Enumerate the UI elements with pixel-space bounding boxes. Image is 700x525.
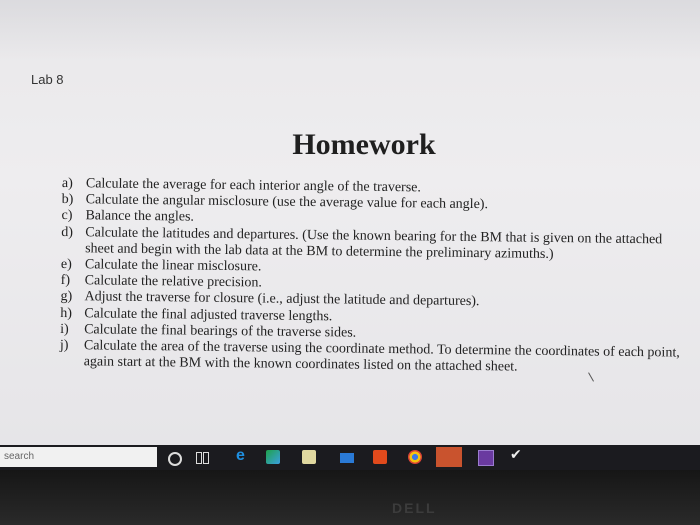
item-letter: b) <box>61 192 74 208</box>
office-app-icon[interactable] <box>373 450 387 464</box>
list-item <box>60 338 680 378</box>
monitor-bezel <box>0 470 700 525</box>
item-text: Balance the angles. <box>85 208 195 226</box>
item-letter: e) <box>60 257 72 273</box>
item-text: Calculate the relative precision. <box>84 273 263 291</box>
screen-glare <box>0 0 700 60</box>
cortana-icon[interactable] <box>168 452 182 466</box>
item-letter: a) <box>61 176 73 192</box>
item-letter: g) <box>60 289 73 305</box>
search-placeholder: search <box>4 451 35 462</box>
homework-list <box>60 176 682 378</box>
store-app-icon[interactable] <box>302 450 316 464</box>
item-text: Calculate the final bearings of the traverse sides. <box>84 322 357 341</box>
item-text: Calculate the area of the traverse using the coordinate method. To determine the coordinates of each point, again start at the BM with the known coordinates listed on the attached sheet. <box>83 338 680 375</box>
item-text: Adjust the traverse for closure (i.e., adjust the latitude and departures). <box>84 289 480 310</box>
item-letter: i) <box>60 321 69 337</box>
item-letter: d) <box>61 224 74 240</box>
search-input[interactable] <box>0 447 157 467</box>
mail-app-icon[interactable] <box>340 453 354 463</box>
edge-browser-icon[interactable]: e <box>236 447 245 464</box>
item-text: Calculate the angular misclosure (use the average value for each angle). <box>85 192 489 213</box>
page-title: Homework <box>292 128 436 161</box>
item-letter: f) <box>60 273 71 289</box>
purple-app-icon[interactable] <box>478 450 494 466</box>
item-text: Calculate the latitudes and departures. (Use the known bearing for the BM that is given on the attached sheet and begin with the lab data at the BM to determine the preliminary azimuths.) <box>85 224 663 262</box>
item-text: Calculate the final adjusted traverse lengths. <box>84 305 333 324</box>
chrome-browser-icon[interactable] <box>408 450 422 464</box>
item-text: Calculate the linear misclosure. <box>84 257 262 275</box>
photos-app-icon[interactable] <box>266 450 280 464</box>
item-text: Calculate the average for each interior angle of the traverse. <box>85 176 422 196</box>
taskbar <box>0 445 700 470</box>
item-letter: j) <box>59 338 69 354</box>
lab-label: Lab 8 <box>31 72 64 87</box>
monitor-brand-logo: DELL <box>392 500 437 516</box>
item-letter: h) <box>60 305 73 321</box>
item-letter: c) <box>61 208 73 224</box>
checkmark-app-icon[interactable]: ✔ <box>510 447 522 463</box>
active-app-icon[interactable] <box>436 447 462 467</box>
task-view-icon[interactable] <box>196 450 210 464</box>
